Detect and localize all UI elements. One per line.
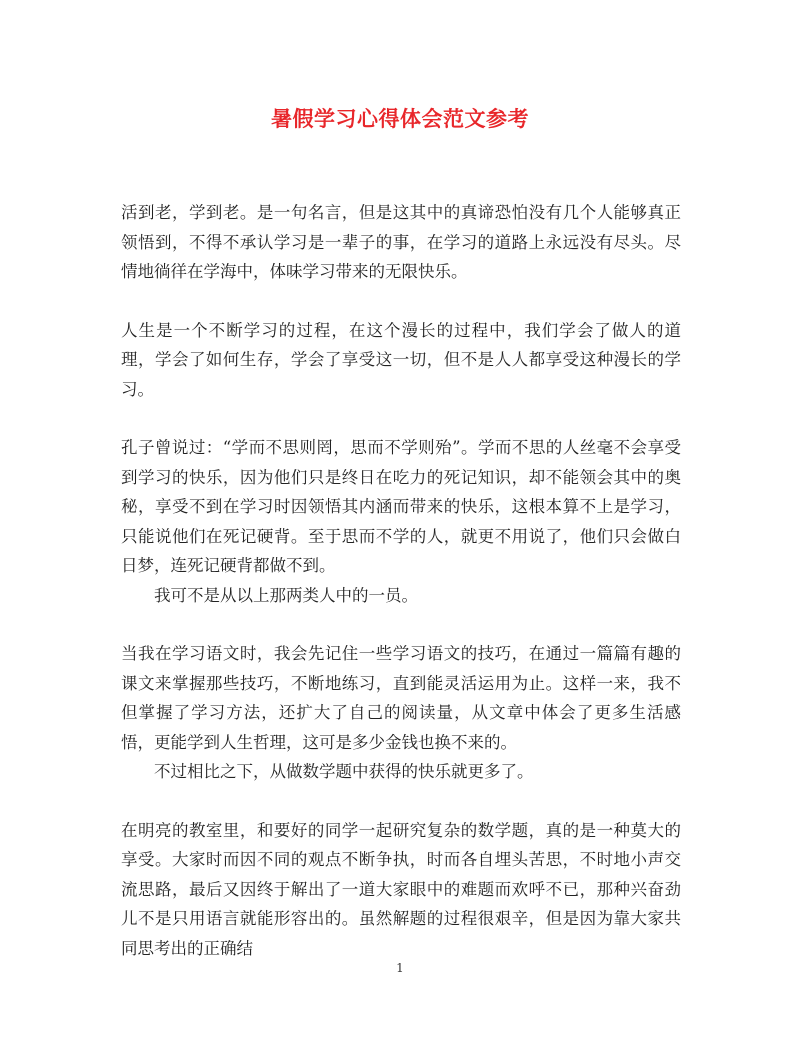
page-number: 1 <box>396 961 404 975</box>
paragraph-7: 在明亮的教室里，和要好的同学一起研究复杂的数学题，真的是一种莫大的享受。大家时而因不同的观点不断争执，时而各自埋头苦思，不时地小声交流思路，最后又因终于解出了一道大家眼中的难题而欢呼不已，那种兴奋劲儿不是只用语言就能形容出的。虽然解题的过程很艰辛，但是因为靠大家共同思考出的正确结 <box>121 820 681 958</box>
paragraph-3: 孔子曾说过：“学而不思则罔，思而不学则殆”。学而不思的人丝毫不会享受到学习的快乐，因为他们只是终日在吃力的死记知识，却不能领会其中的奥秘，享受不到在学习时因领悟其内涵而带来的快乐，这根本算不上是学习，只能说他们在死记硬背。至于思而不学的人，就更不用说了，他们只会做白日梦，连死记硬背都做不到。 <box>121 438 681 575</box>
paragraph-6: 不过相比之下，从做数学题中获得的快乐就更多了。 <box>154 762 534 781</box>
document-title: 暑假学习心得体会范文参考 <box>271 106 529 131</box>
paragraph-5: 当我在学习语文时，我会先记住一些学习语文的技巧，在通过一篇篇有趣的课文来掌握那些技巧，不断地练习，直到能灵活运用为止。这样一来，我不但掌握了学习方法，还扩大了自己的阅读量，从文章中体会了更多生活感悟，更能学到人生哲理，这可是多少金钱也换不来的。 <box>121 644 681 752</box>
paragraph-4: 我可不是从以上那两类人中的一员。 <box>154 585 418 605</box>
paragraph-2: 人生是一个不断学习的过程，在这个漫长的过程中，我们学会了做人的道理，学会了如何生存，学会了享受这一切，但不是人人都享受这种漫长的学习。 <box>121 320 681 399</box>
paragraph-1: 活到老，学到老。是一句名言，但是这其中的真谛恐怕没有几个人能够真正领悟到，不得不承认学习是一辈子的事，在学习的道路上永远没有尽头。尽情地徜徉在学海中，体味学习带来的无限快乐。 <box>121 203 681 281</box>
document-body <box>121 198 681 963</box>
